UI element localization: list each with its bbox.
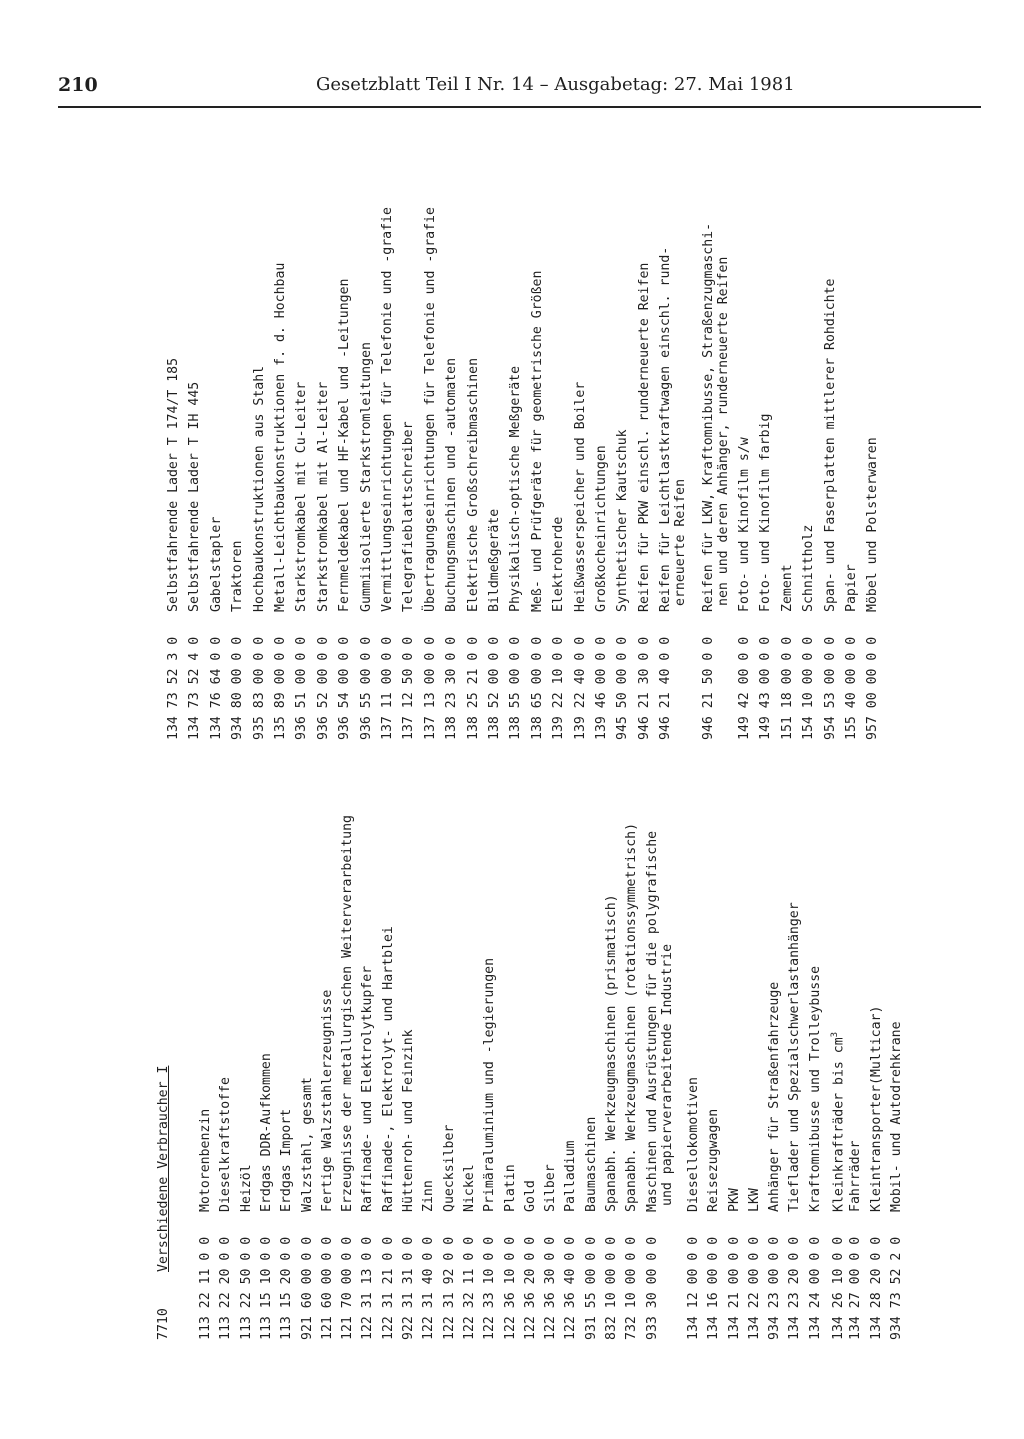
item-code: 139 46 00 0 0 [594, 636, 609, 740]
list-item [686, 1077, 701, 1340]
item-code: 122 31 92 0 0 [441, 1236, 457, 1340]
item-code: 946 21 30 0 0 [636, 636, 652, 740]
item-description: Elektrische Großschreibmaschinen [465, 357, 481, 612]
list-item [279, 1109, 294, 1340]
item-description: Starkstromkabel mit Al-Leiter [315, 381, 331, 612]
item-code: 134 73 52 4 0 [187, 636, 203, 740]
list-item [300, 1077, 315, 1340]
item-code: 134 12 00 0 0 [685, 1236, 701, 1340]
list-item [259, 1053, 274, 1340]
list-item [508, 366, 523, 740]
item-description: Quecksilber [441, 1124, 457, 1212]
item-code: 954 53 00 0 0 [822, 636, 838, 740]
list-item [801, 525, 816, 740]
list-item [658, 247, 673, 740]
list-item [573, 382, 588, 740]
item-description: Platin [502, 1164, 518, 1212]
item-description: Möbel und Polsterwaren [865, 437, 881, 612]
item-description: Foto- und Kinofilm s/w [737, 437, 752, 612]
item-code: 957 00 00 0 0 [865, 636, 881, 740]
item-code: 936 52 00 0 0 [315, 636, 331, 740]
list-item [166, 358, 181, 740]
list-item [563, 1141, 578, 1340]
item-code: 946 21 40 0 0 [658, 636, 674, 740]
item-code: 732 10 00 0 0 [624, 1236, 640, 1340]
page-header [58, 72, 981, 108]
item-code: 934 23 00 0 0 [767, 1236, 783, 1340]
item-code: 935 83 00 0 0 [251, 636, 267, 740]
item-description: Zinn [421, 1180, 437, 1212]
item-code: 122 31 40 0 0 [421, 1236, 437, 1340]
item-code: 139 22 40 0 0 [572, 636, 588, 740]
item-code: 113 15 10 0 0 [258, 1236, 274, 1340]
item-code: 134 23 20 0 0 [787, 1236, 803, 1340]
list-item [701, 223, 716, 740]
item-code: 135 89 00 0 0 [273, 636, 288, 740]
item-description: Primäraluminium und -legierungen [482, 957, 498, 1212]
list-item [401, 421, 416, 740]
list-item [239, 1164, 254, 1340]
item-description: Span- und Faserplatten mittlerer Rohdichte [822, 278, 838, 612]
item-code: 922 31 31 0 0 [401, 1236, 416, 1340]
item-description: Raffinade-, Elektrolyt- und Hartblei [380, 926, 396, 1212]
item-code: 933 30 00 0 0 [644, 1236, 660, 1340]
item-description: Erzeugnisse der metallurgischen Weiterverarbeitung [340, 815, 356, 1212]
item-code: 137 13 00 0 0 [422, 636, 438, 740]
list-item [230, 541, 245, 740]
item-description: Physikalisch-optische Meßgeräte [508, 365, 524, 612]
list-item [865, 437, 880, 740]
list-item [442, 1125, 457, 1340]
list-item [604, 894, 619, 1340]
item-description: Palladium [563, 1140, 579, 1212]
item-code: 137 12 50 0 0 [401, 636, 417, 740]
item-code: 934 80 00 0 0 [230, 636, 246, 740]
item-description: Selbstfahrende Lader T 174/T 185 [166, 357, 181, 612]
item-description: Übertragungseinrichtungen für Telefonie und -grafie [422, 207, 438, 612]
item-description: Spanabh. Werkzeugmaschinen (rotationssymmetrisch) [624, 822, 640, 1212]
item-description: Anhänger für Straßenfahrzeuge [767, 981, 783, 1212]
item-code: 945 50 00 0 0 [615, 636, 631, 740]
list-item [360, 966, 375, 1340]
list-item [551, 517, 566, 740]
list-item [848, 1141, 863, 1340]
list-item [252, 366, 267, 740]
item-description: Diesellokomotiven [685, 1077, 701, 1212]
list-item [503, 1164, 518, 1340]
item-code: 122 33 10 0 0 [482, 1236, 498, 1340]
list-item [421, 1180, 436, 1340]
running-title: Gesetzblatt Teil I Nr. 14 – Ausgabetag: 27. Mai 1981 [316, 74, 795, 95]
item-description: Fertige Walzstahlerzeugnisse [319, 989, 335, 1212]
item-description: Heizöl [238, 1164, 254, 1212]
list-item [787, 902, 802, 1340]
item-description: Buchungsmaschinen und -automaten [444, 357, 460, 612]
item-description: LKW [746, 1188, 762, 1212]
item-description: Hochbaukonstruktionen aus Stahl [251, 365, 267, 612]
list-item [316, 382, 331, 740]
item-description: Erdgas Import [279, 1108, 295, 1212]
item-continuation: nen und deren Anhänger, runderneuerte Reifen [715, 256, 731, 606]
item-description: Starkstromkabel mit Cu-Leiter [294, 381, 310, 612]
list-item [889, 1021, 904, 1340]
list-item [359, 342, 374, 740]
item-code: 113 22 50 0 0 [238, 1236, 254, 1340]
item-description: Erdgas DDR-Aufkommen [258, 1053, 274, 1212]
page-number: 210 [58, 74, 98, 96]
rotated-table-area [156, 170, 904, 1340]
item-description: Zement [779, 564, 795, 612]
list-item [828, 1031, 847, 1340]
list-item [523, 1180, 538, 1340]
item-code: 122 31 13 0 0 [360, 1236, 376, 1340]
item-code: 931 55 00 0 0 [583, 1236, 599, 1340]
item-description: Raffinade- und Elektrolytkupfer [360, 965, 376, 1212]
item-description: Reifen für Leichtlastkraftwagen einschl. rund- [658, 246, 674, 612]
item-code: 149 43 00 0 0 [758, 636, 774, 740]
left-column [156, 755, 904, 1340]
list-item [869, 1006, 884, 1340]
list-item [209, 517, 224, 740]
item-code: 946 21 50 0 0 [700, 636, 716, 740]
list-item [423, 207, 438, 740]
item-code: 138 23 30 0 0 [444, 636, 460, 740]
list-item [530, 271, 545, 740]
item-description: Hüttenroh- und Feinzink [401, 1029, 416, 1212]
rotated-table [156, 170, 904, 1340]
list-item [747, 1188, 762, 1340]
item-code: 832 10 00 0 0 [604, 1236, 619, 1340]
item-description: Synthetischer Kautschuk [615, 429, 631, 612]
item-description: Vermittlungseinrichtungen für Telefonie und -grafie [380, 207, 395, 612]
item-code: 113 22 11 0 0 [198, 1236, 213, 1340]
item-description: Fahrräder [848, 1140, 864, 1212]
item-code: 936 54 00 0 0 [337, 636, 353, 740]
item-code: 134 76 64 0 0 [208, 636, 224, 740]
list-item [482, 958, 497, 1340]
list-item [401, 1029, 416, 1340]
item-superscript: 3 [830, 1031, 840, 1038]
item-description: Gummiisolierte Starkstromleitungen [358, 342, 374, 612]
item-code: 138 25 21 0 0 [465, 636, 481, 740]
item-code: 934 73 52 2 0 [888, 1236, 904, 1340]
list-item [462, 1164, 477, 1340]
list-item [320, 990, 335, 1340]
item-code: 155 40 00 0 0 [844, 636, 859, 740]
item-description: Nickel [461, 1164, 477, 1212]
item-description: Dieselkraftstoffe [218, 1077, 234, 1212]
item-code: 921 60 00 0 0 [299, 1236, 315, 1340]
item-description: Telegrafieblattschreiber [401, 421, 417, 612]
item-description: Meß- und Prüfgeräte für geometrische Größen [529, 270, 545, 612]
item-description: Spanabh. Werkzeugmaschinen (prismatisch) [604, 894, 619, 1212]
item-code: 134 21 00 0 0 [726, 1236, 742, 1340]
item-code: 137 11 00 0 0 [380, 636, 395, 740]
item-code: 121 60 00 0 0 [319, 1236, 335, 1340]
item-code: 134 16 00 0 0 [706, 1236, 722, 1340]
item-description: Elektroherde [551, 516, 567, 612]
item-code: 154 10 00 0 0 [801, 636, 817, 740]
list-item [198, 1109, 213, 1340]
item-description: Metall-Leichtbaukonstruktionen f. d. Hochbau [273, 262, 288, 612]
item-description: Papier [844, 564, 859, 612]
list-item [273, 263, 288, 740]
item-code: 121 70 00 0 0 [340, 1236, 356, 1340]
item-description: Gold [522, 1180, 538, 1212]
list-item [466, 358, 481, 740]
list-item [637, 263, 652, 740]
item-description: Baumaschinen [583, 1116, 599, 1212]
item-description: Schnittholz [801, 524, 817, 612]
list-item [337, 279, 352, 740]
right-column [156, 155, 886, 740]
item-code: 149 42 00 0 0 [737, 636, 752, 740]
item-code: 936 55 00 0 0 [358, 636, 374, 740]
list-item [823, 279, 838, 740]
list-item [380, 207, 395, 740]
item-code: 122 32 11 0 0 [461, 1236, 477, 1340]
list-item [543, 1164, 558, 1340]
list-item [487, 509, 502, 740]
list-item [594, 445, 609, 740]
list-item [218, 1077, 233, 1340]
list-item [444, 358, 459, 740]
item-code: 936 51 00 0 0 [294, 636, 310, 740]
item-code: 134 73 52 3 0 [166, 636, 181, 740]
section-label: 7710 [156, 1308, 171, 1340]
item-code: 113 15 20 0 0 [279, 1236, 295, 1340]
item-code: 122 36 20 0 0 [522, 1236, 538, 1340]
item-description: Traktoren [230, 540, 246, 612]
item-code: 134 27 00 0 0 [848, 1236, 864, 1340]
list-item [615, 429, 630, 740]
list-item [780, 564, 795, 740]
item-description: Motorenbenzin [198, 1108, 213, 1212]
item-code: 134 28 20 0 0 [868, 1236, 884, 1340]
item-description: Reisezugwagen [706, 1108, 722, 1212]
item-description: Walzstahl, gesamt [299, 1077, 315, 1212]
item-description: Maschinen und Ausrüstungen für die polygrafische [644, 830, 660, 1212]
list-item [737, 437, 752, 740]
item-description: Mobil- und Autodrehkrane [888, 1021, 904, 1212]
section-title: Verschiedene Verbraucher I [156, 1065, 171, 1272]
item-continuation: erneuerte Reifen [673, 478, 689, 606]
item-description: Foto- und Kinofilm farbig [758, 413, 774, 612]
list-item [758, 414, 773, 741]
list-item [706, 1109, 721, 1340]
item-code: 138 55 00 0 0 [508, 636, 524, 740]
list-item [294, 382, 309, 740]
item-description: Großkocheinrichtungen [594, 445, 609, 612]
list-item [381, 926, 396, 1340]
item-code: 113 22 20 0 0 [218, 1236, 234, 1340]
item-code: 138 52 00 0 0 [487, 636, 502, 740]
item-description: PKW [726, 1188, 742, 1212]
list-item [844, 564, 859, 740]
item-description: Kleinkrafträder bis cm [831, 1037, 847, 1212]
list-item [808, 966, 823, 1340]
item-description: Reifen für LKW, Kraftomnibusse, Straßenzugmaschi- [700, 222, 716, 612]
item-description: Fernmeldekabel und HF-Kabel und -Leitungen [337, 278, 353, 612]
item-description: Reifen für PKW einschl. runderneuerte Reifen [636, 262, 652, 612]
list-item [624, 823, 639, 1340]
item-code: 134 24 00 0 0 [807, 1236, 823, 1340]
item-continuation: und papierverarbeitende Industrie [659, 943, 675, 1206]
item-description: Bildmeßgeräte [487, 508, 502, 612]
list-item [727, 1188, 742, 1340]
list-item [584, 1117, 599, 1340]
item-description: Silber [543, 1164, 559, 1212]
item-description: Heißwasserspeicher und Boiler [572, 381, 588, 612]
item-code: 139 22 10 0 0 [551, 636, 567, 740]
item-code: 134 22 00 0 0 [746, 1236, 762, 1340]
item-code: 122 31 21 0 0 [380, 1236, 396, 1340]
item-code: 134 26 10 0 0 [831, 1236, 847, 1340]
item-code: 122 36 10 0 0 [502, 1236, 518, 1340]
item-description: Gabelstapler [208, 516, 224, 612]
item-code: 151 18 00 0 0 [779, 636, 795, 740]
item-description: Kraftomnibusse und Trolleybusse [807, 965, 823, 1212]
item-description: Kleintransporter(Multicar) [868, 1005, 884, 1212]
list-item [187, 382, 202, 740]
list-item [767, 982, 782, 1340]
item-code: 122 36 30 0 0 [543, 1236, 559, 1340]
item-code: 122 36 40 0 0 [563, 1236, 579, 1340]
item-code: 138 65 00 0 0 [529, 636, 545, 740]
item-description: Selbstfahrende Lader T IH 445 [187, 381, 203, 612]
item-description: Tieflader und Spezialschwerlastanhänger [787, 902, 803, 1212]
list-item [645, 831, 660, 1340]
list-item [340, 815, 355, 1340]
